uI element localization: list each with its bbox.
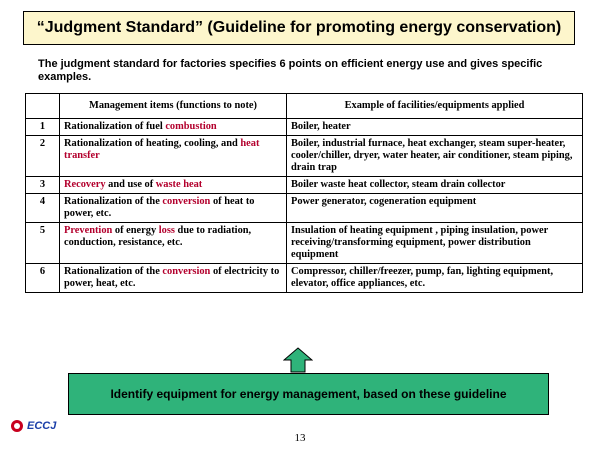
row-number: 1 [26,119,60,136]
management-item-cell [60,119,287,136]
table-row [26,177,583,194]
page-number: 13 [294,432,306,444]
example-cell: Boiler, heater [287,119,583,136]
highlighted-keyword: Prevention [64,225,113,236]
example-cell: Power generator, cogeneration equipment [287,194,583,223]
table-row [26,119,583,136]
table-row [26,223,583,264]
highlighted-keyword: conversion [162,266,211,277]
up-arrow-icon [283,347,313,373]
item-text: Rationalization of the [64,266,163,277]
highlighted-keyword: conversion [162,196,211,207]
table-row [26,264,583,293]
item-text: of heat to power, etc. [64,196,255,219]
table-body [26,119,583,293]
management-item-cell [60,177,287,194]
row-number: 6 [26,264,60,293]
header-num [26,94,60,119]
example-cell: Boiler waste heat collector, steam drain collector [287,177,583,194]
slide-title: “Judgment Standard” (Guideline for promoting energy conservation) [23,11,575,45]
item-text: Rationalization of heating, cooling, and [64,138,241,149]
table-row [26,136,583,177]
example-cell: Compressor, chiller/freezer, pump, fan, lighting equipment, elevator, office appliances, etc. [287,264,583,293]
highlighted-keyword: Recovery [64,179,106,190]
management-item-cell [60,194,287,223]
item-text: of energy [112,225,159,236]
management-item-cell [60,136,287,177]
row-number: 2 [26,136,60,177]
item-text: of electricity to power, heat, etc. [64,266,280,289]
item-text: due to radiation, conduction, resistance, etc. [64,225,252,248]
judgment-standard-table [25,93,583,293]
example-cell: Boiler, industrial furnace, heat exchanger, steam super-heater, cooler/chiller, dryer, water heater, air conditioner, steam piping, drain trap [287,136,583,177]
highlighted-keyword: combustion [165,121,217,132]
row-number: 5 [26,223,60,264]
example-cell: Insulation of heating equipment , piping insulation, power receiving/transforming equipment, power distribution equipment [287,223,583,264]
management-item-cell [60,223,287,264]
callout-box: Identify equipment for energy management, based on these guideline [68,373,549,415]
highlighted-keyword: waste heat [155,179,203,190]
row-number: 3 [26,177,60,194]
table-row [26,194,583,223]
eccj-logo-icon [10,419,24,433]
header-examples: Example of facilities/equipments applied [287,94,583,119]
eccj-logo [10,419,56,433]
row-number: 4 [26,194,60,223]
highlighted-keyword: heat transfer [64,138,260,161]
table-header-row [26,94,583,119]
item-text: and use of [105,179,156,190]
logo-text: ECCJ [27,420,57,432]
item-text: Rationalization of the [64,196,163,207]
highlighted-keyword: loss [158,225,175,236]
slide-subtitle: The judgment standard for factories specifies 6 points on efficient energy use and gives specific examples. [38,58,543,83]
header-management-items: Management items (functions to note) [60,94,287,119]
management-item-cell [60,264,287,293]
item-text: Rationalization of fuel [64,121,166,132]
